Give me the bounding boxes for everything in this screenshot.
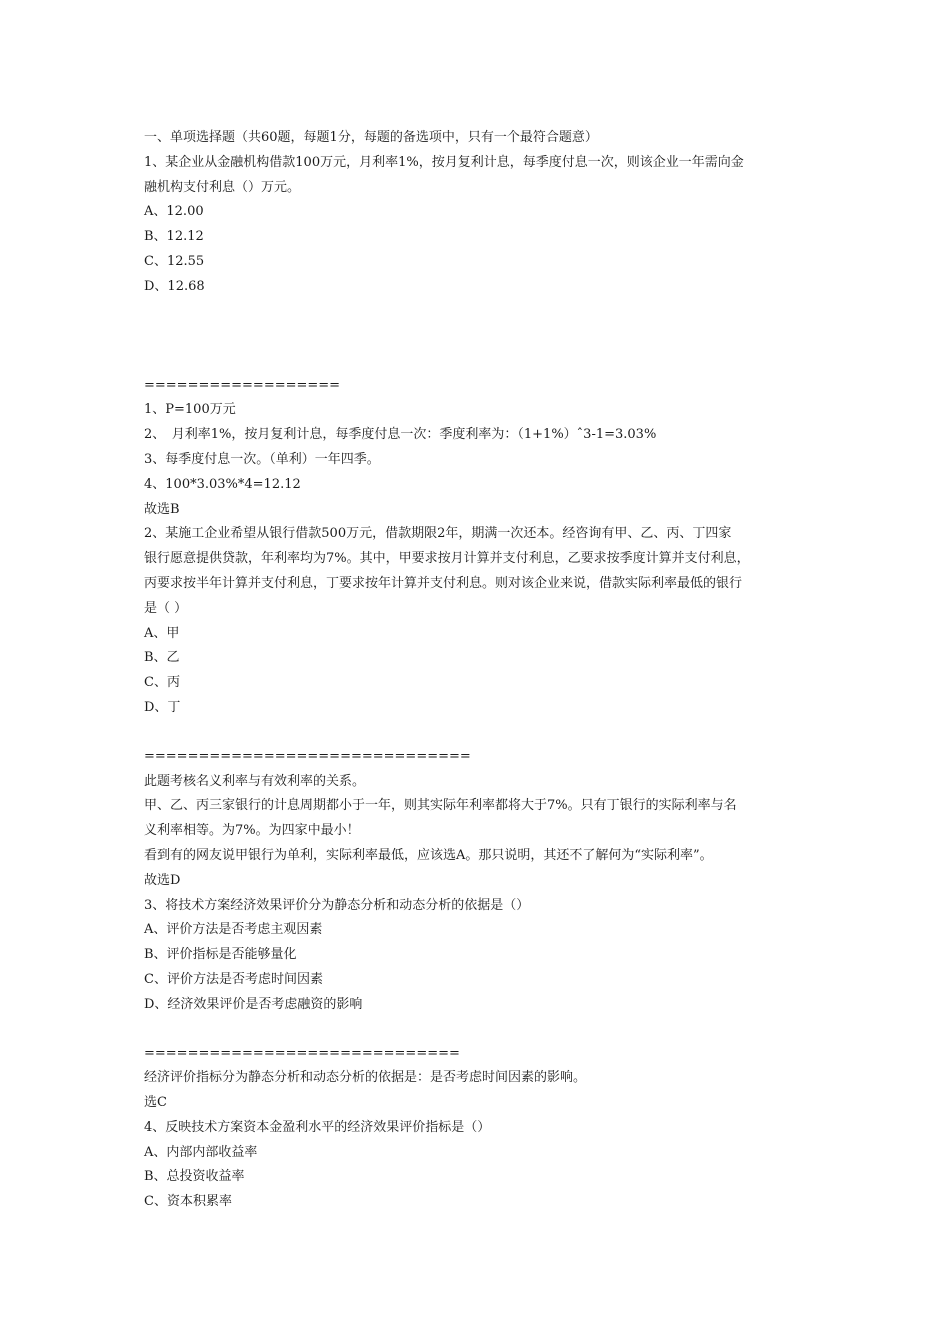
option-b: B、总投资收益率: [144, 1169, 245, 1185]
answer-line: 故选B: [144, 501, 180, 517]
answer-line: 故选D: [144, 872, 181, 888]
document-page: [144, 126, 824, 1215]
question-3: [144, 894, 824, 1018]
explanation-line: 看到有的网友说甲银行为单利，实际利率最低，应该选A。那只说明，其还不了解何为“实际利率”。: [144, 847, 713, 863]
answer-line: 选C: [144, 1095, 167, 1111]
option-a: A、评价方法是否考虑主观因素: [144, 922, 323, 938]
option-b: B、12.12: [144, 229, 204, 245]
explanation-line: 4、100*3.03%*4=12.12: [144, 476, 301, 492]
option-b: B、乙: [144, 650, 180, 666]
explanation-line: 经济评价指标分为静态分析和动态分析的依据是：是否考虑时间因素的影响。: [144, 1070, 587, 1086]
separator-line: ==============================: [144, 748, 471, 764]
question-1: [144, 151, 824, 300]
question-stem: 2、某施工企业希望从银行借款500万元，借款期限2年，期满一次还本。经咨询有甲、乙、丙、丁四家: [144, 526, 732, 542]
question-4: [144, 1116, 824, 1215]
option-c: C、丙: [144, 675, 180, 691]
section-title: 一、单项选择题（共60题，每题1分，每题的备选项中，只有一个最符合题意）: [144, 130, 598, 145]
question-stem: 融机构支付利息（）万元。: [144, 179, 301, 195]
question-stem: 是（ ）: [144, 600, 188, 616]
blank-space: [144, 300, 824, 374]
option-c: C、12.55: [144, 253, 205, 269]
option-d: D、经济效果评价是否考虑融资的影响: [144, 996, 363, 1012]
explanation-line: 3、每季度付息一次。（单利）一年四季。: [144, 451, 380, 467]
question-stem: 银行愿意提供贷款，年利率均为7%。其中，甲要求按月计算并支付利息，乙要求按季度计算并支付利息，: [144, 551, 750, 567]
option-c: C、评价方法是否考虑时间因素: [144, 971, 323, 987]
explanation-line: 甲、乙、丙三家银行的计息周期都小于一年，则其实际年利率都将大于7%。只有丁银行的实际利率与名: [144, 798, 737, 814]
explanation-line: 此题考核名义利率与有效利率的关系。: [144, 773, 366, 789]
question-stem: 3、将技术方案经济效果评价分为静态分析和动态分析的依据是（）: [144, 897, 530, 913]
separator-line: =============================: [144, 1045, 460, 1061]
option-a: A、甲: [144, 625, 180, 641]
option-b: B、评价指标是否能够量化: [144, 947, 297, 963]
option-a: A、内部内部收益率: [144, 1144, 258, 1160]
question-2: [144, 522, 824, 720]
question-stem: 丙要求按半年计算并支付利息，丁要求按年计算并支付利息。则对该企业来说，借款实际利率最低的银行: [144, 575, 743, 591]
option-d: D、丁: [144, 699, 181, 715]
option-c: C、资本积累率: [144, 1194, 232, 1210]
explanation-line: 1、P=100万元: [144, 402, 236, 418]
option-a: A、12.00: [144, 204, 204, 220]
question-stem: 1、某企业从金融机构借款100万元，月利率1%，按月复利计息，每季度付息一次，则该企业一年需向金: [144, 154, 744, 170]
explanation-line: 2、 月利率1%，按月复利计息，每季度付息一次：季度利率为：（1+1%）ˆ3-1=3.03%: [144, 427, 657, 443]
explanation-line: 义利率相等。为7%。为四家中最小！: [144, 823, 360, 839]
blank-space: [144, 1018, 824, 1042]
option-d: D、12.68: [144, 278, 205, 294]
question-stem: 4、反映技术方案资本金盈利水平的经济效果评价指标是（）: [144, 1119, 491, 1135]
separator-line: ==================: [144, 377, 341, 393]
blank-space: [144, 721, 824, 745]
